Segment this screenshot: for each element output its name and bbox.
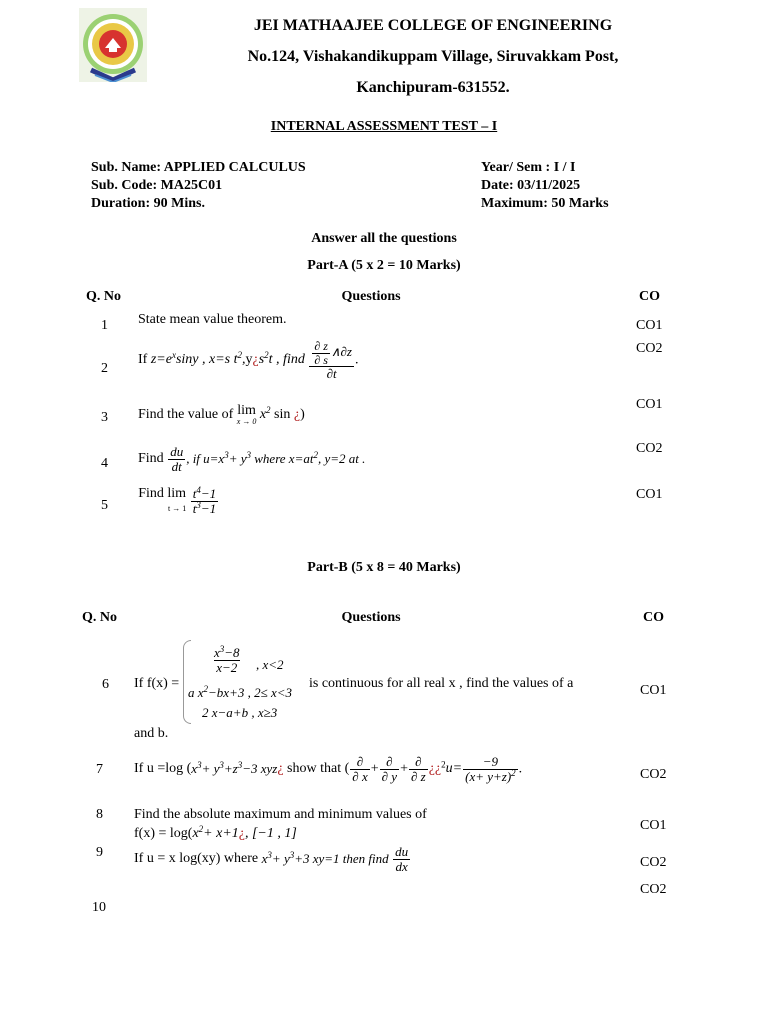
question-text-continued: is continuous for all real x , find the values of a <box>309 676 574 691</box>
piecewise-case1: $x^3-8$ x−2 <box>214 644 240 675</box>
college-address-line2: Kanchipuram-631552. <box>356 79 510 96</box>
question-number: 5 <box>101 498 108 513</box>
question-number: 6 <box>102 677 109 692</box>
question-text: Find $\frac{du}{dt}$ , if $u=x^3+ y^3$ where $x=at^2$, y=2 at . <box>138 444 366 474</box>
maximum-marks: Maximum: 50 Marks <box>481 196 609 211</box>
co-label: CO2 <box>636 441 663 456</box>
question-text: State mean value theorem. <box>138 312 287 327</box>
college-address-line1: No.124, Vishakandikuppam Village, Siruvakkam Post, <box>247 48 619 65</box>
question-text: Find the absolute maximum and minimum values of <box>134 807 427 822</box>
question-number: 4 <box>101 456 108 471</box>
question-number: 3 <box>101 410 108 425</box>
question-number: 7 <box>96 762 103 777</box>
test-title: INTERNAL ASSESSMENT TEST – I <box>270 119 498 134</box>
co-label: CO1 <box>636 487 663 502</box>
question-text: Find the value of lim x → 0 $x^2$ sin ¿) <box>138 403 305 426</box>
co-label: CO1 <box>640 818 667 833</box>
subject-name: Sub. Name: APPLIED CALCULUS <box>91 160 306 175</box>
piecewise-case2: a $x^2-bx+3$ , 2≤ x<3 <box>188 684 293 700</box>
part-b-title: Part-B (5 x 8 = 40 Marks) <box>307 560 461 575</box>
part-a-qno-header: Q. No <box>86 289 121 304</box>
instruction: Answer all the questions <box>311 231 457 246</box>
part-b-qno-header: Q. No <box>82 610 117 625</box>
question-number: 9 <box>96 845 103 860</box>
co-label: CO2 <box>636 341 663 356</box>
co-label: CO1 <box>636 318 663 333</box>
part-b-questions-header: Questions <box>341 610 401 625</box>
co-label: CO2 <box>640 767 667 782</box>
piecewise-case3: 2 x−a+b , x≥3 <box>202 705 278 720</box>
co-label: CO2 <box>640 882 667 897</box>
part-a-questions-header: Questions <box>341 289 401 304</box>
duration: Duration: 90 Mins. <box>91 196 205 211</box>
question-number: 2 <box>101 361 108 376</box>
question-text: If $z=e^x\sin y$ , x=s $t^2,y¿s^2t$ , find $\frac{\partial z}{\partial s}$ ∧∂z ∂t . <box>138 339 359 382</box>
question-number: 8 <box>96 807 103 822</box>
college-logo-icon <box>79 8 147 82</box>
part-b-co-header: CO <box>643 610 664 625</box>
co-label: CO1 <box>640 683 667 698</box>
question-text-continued: $f(x) = \log(x^2+$ x+1¿, [−1 , 1] <box>134 824 297 841</box>
year-sem: Year/ Sem : I / I <box>481 160 576 175</box>
co-label: CO2 <box>640 855 667 870</box>
question-number: 10 <box>92 900 106 915</box>
question-text: If u = x log(xy) where $x^3+ y^3+3$ xy=1 then find $\frac{du}{dx}$ <box>134 844 409 874</box>
piecewise-brace <box>183 640 191 724</box>
subject-code: Sub. Code: MA25C01 <box>91 178 223 193</box>
question-text: If u =log ($x^3+ y^3+z^3-3$ xyz¿ show that ( $\frac{\partial}{\partial x}$ + $\frac{\partial}{\partial y}$ + $\frac{\partial}{\partial z}$ ¿¿$^2$u= $\frac{-9}{(x+ y+z)^2}$ . <box>134 754 523 784</box>
co-label: CO1 <box>636 397 663 412</box>
part-a-co-header: CO <box>639 289 660 304</box>
exam-date: Date: 03/11/2025 <box>481 178 581 193</box>
college-name: JEI MATHAAJEE COLLEGE OF ENGINEERING <box>253 17 613 34</box>
part-a-title: Part-A (5 x 2 = 10 Marks) <box>307 258 461 273</box>
question-number: 1 <box>101 318 108 333</box>
question-text-end: and b. <box>134 726 169 741</box>
question-text: Find lim t → 1 $\frac{t^4-1}{t^3-1}$ <box>138 485 217 516</box>
question-text: If f(x) = <box>134 676 180 691</box>
